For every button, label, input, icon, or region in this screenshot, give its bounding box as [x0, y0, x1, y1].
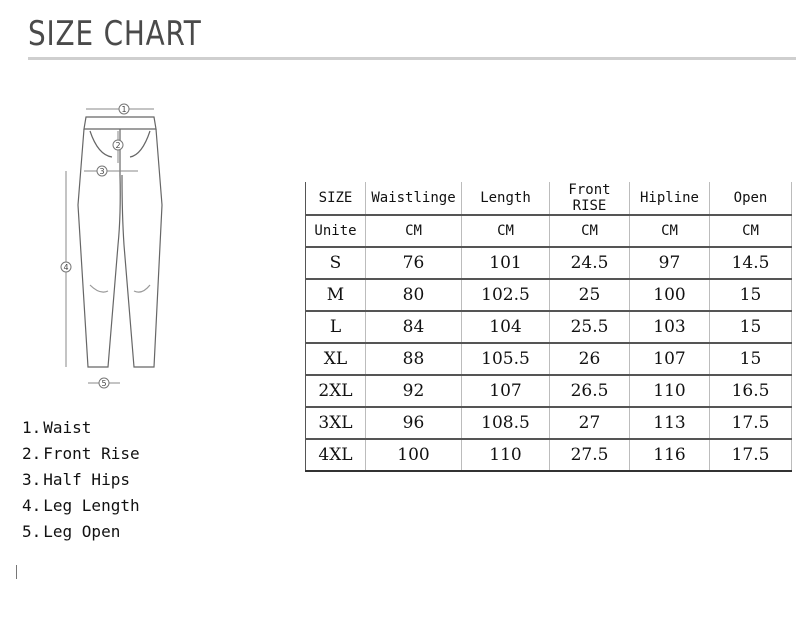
pants-diagram [50, 95, 170, 395]
diagram-marker-2: 2 [115, 141, 121, 150]
size-cell: XL [306, 343, 366, 375]
size-cell: M [306, 279, 366, 311]
value-cell: 97 [630, 247, 710, 279]
size-cell: 4XL [306, 439, 366, 471]
value-cell: 105.5 [462, 343, 550, 375]
diagram-marker-4: 4 [63, 263, 69, 272]
table-row [306, 407, 792, 439]
value-cell: 27 [550, 407, 630, 439]
table-unit-row [306, 215, 792, 247]
size-cell: 2XL [306, 375, 366, 407]
value-cell: 24.5 [550, 247, 630, 279]
value-cell: 107 [462, 375, 550, 407]
legend-item: 1. Waist [22, 418, 92, 437]
unit-cell: CM [462, 215, 550, 247]
legend-item: 5. Leg Open [22, 522, 121, 541]
diagram-marker-3: 3 [99, 167, 105, 176]
table-row [306, 311, 792, 343]
unit-cell: CM [710, 215, 792, 247]
value-cell: 96 [366, 407, 462, 439]
legend-item: 3. Half Hips [22, 470, 130, 489]
header-front-rise: Front RISE [550, 182, 630, 215]
unit-cell: CM [550, 215, 630, 247]
value-cell: 26.5 [550, 375, 630, 407]
header-hipline: Hipline [630, 182, 710, 215]
value-cell: 80 [366, 279, 462, 311]
diagram-marker-5: 5 [101, 379, 107, 388]
value-cell: 76 [366, 247, 462, 279]
value-cell: 100 [630, 279, 710, 311]
page-title: SIZE CHART [28, 14, 202, 54]
value-cell: 104 [462, 311, 550, 343]
value-cell: 17.5 [710, 439, 792, 471]
value-cell: 108.5 [462, 407, 550, 439]
value-cell: 101 [462, 247, 550, 279]
text-cursor-mark [16, 565, 17, 579]
value-cell: 110 [462, 439, 550, 471]
table-row [306, 439, 792, 471]
value-cell: 92 [366, 375, 462, 407]
value-cell: 100 [366, 439, 462, 471]
value-cell: 15 [710, 311, 792, 343]
value-cell: 116 [630, 439, 710, 471]
unit-cell: CM [630, 215, 710, 247]
value-cell: 102.5 [462, 279, 550, 311]
unit-label: Unite [306, 215, 366, 247]
value-cell: 107 [630, 343, 710, 375]
value-cell: 15 [710, 279, 792, 311]
value-cell: 14.5 [710, 247, 792, 279]
table-header-row [306, 182, 792, 215]
value-cell: 88 [366, 343, 462, 375]
header-open: Open [710, 182, 792, 215]
header-size: SIZE [306, 182, 366, 215]
value-cell: 17.5 [710, 407, 792, 439]
title-divider [28, 57, 796, 60]
value-cell: 16.5 [710, 375, 792, 407]
measurement-legend [22, 417, 140, 547]
value-cell: 84 [366, 311, 462, 343]
header-waist: Waistlinge [366, 182, 462, 215]
table-row [306, 279, 792, 311]
size-table [305, 182, 792, 472]
size-cell: S [306, 247, 366, 279]
value-cell: 113 [630, 407, 710, 439]
unit-cell: CM [366, 215, 462, 247]
legend-item: 2. Front Rise [22, 444, 140, 463]
value-cell: 27.5 [550, 439, 630, 471]
legend-item: 4. Leg Length [22, 496, 140, 515]
value-cell: 26 [550, 343, 630, 375]
value-cell: 25.5 [550, 311, 630, 343]
diagram-marker-1: 1 [121, 105, 127, 114]
value-cell: 25 [550, 279, 630, 311]
value-cell: 15 [710, 343, 792, 375]
size-cell: 3XL [306, 407, 366, 439]
table-row [306, 343, 792, 375]
size-cell: L [306, 311, 366, 343]
table-row [306, 247, 792, 279]
table-row [306, 375, 792, 407]
value-cell: 103 [630, 311, 710, 343]
header-length: Length [462, 182, 550, 215]
value-cell: 110 [630, 375, 710, 407]
